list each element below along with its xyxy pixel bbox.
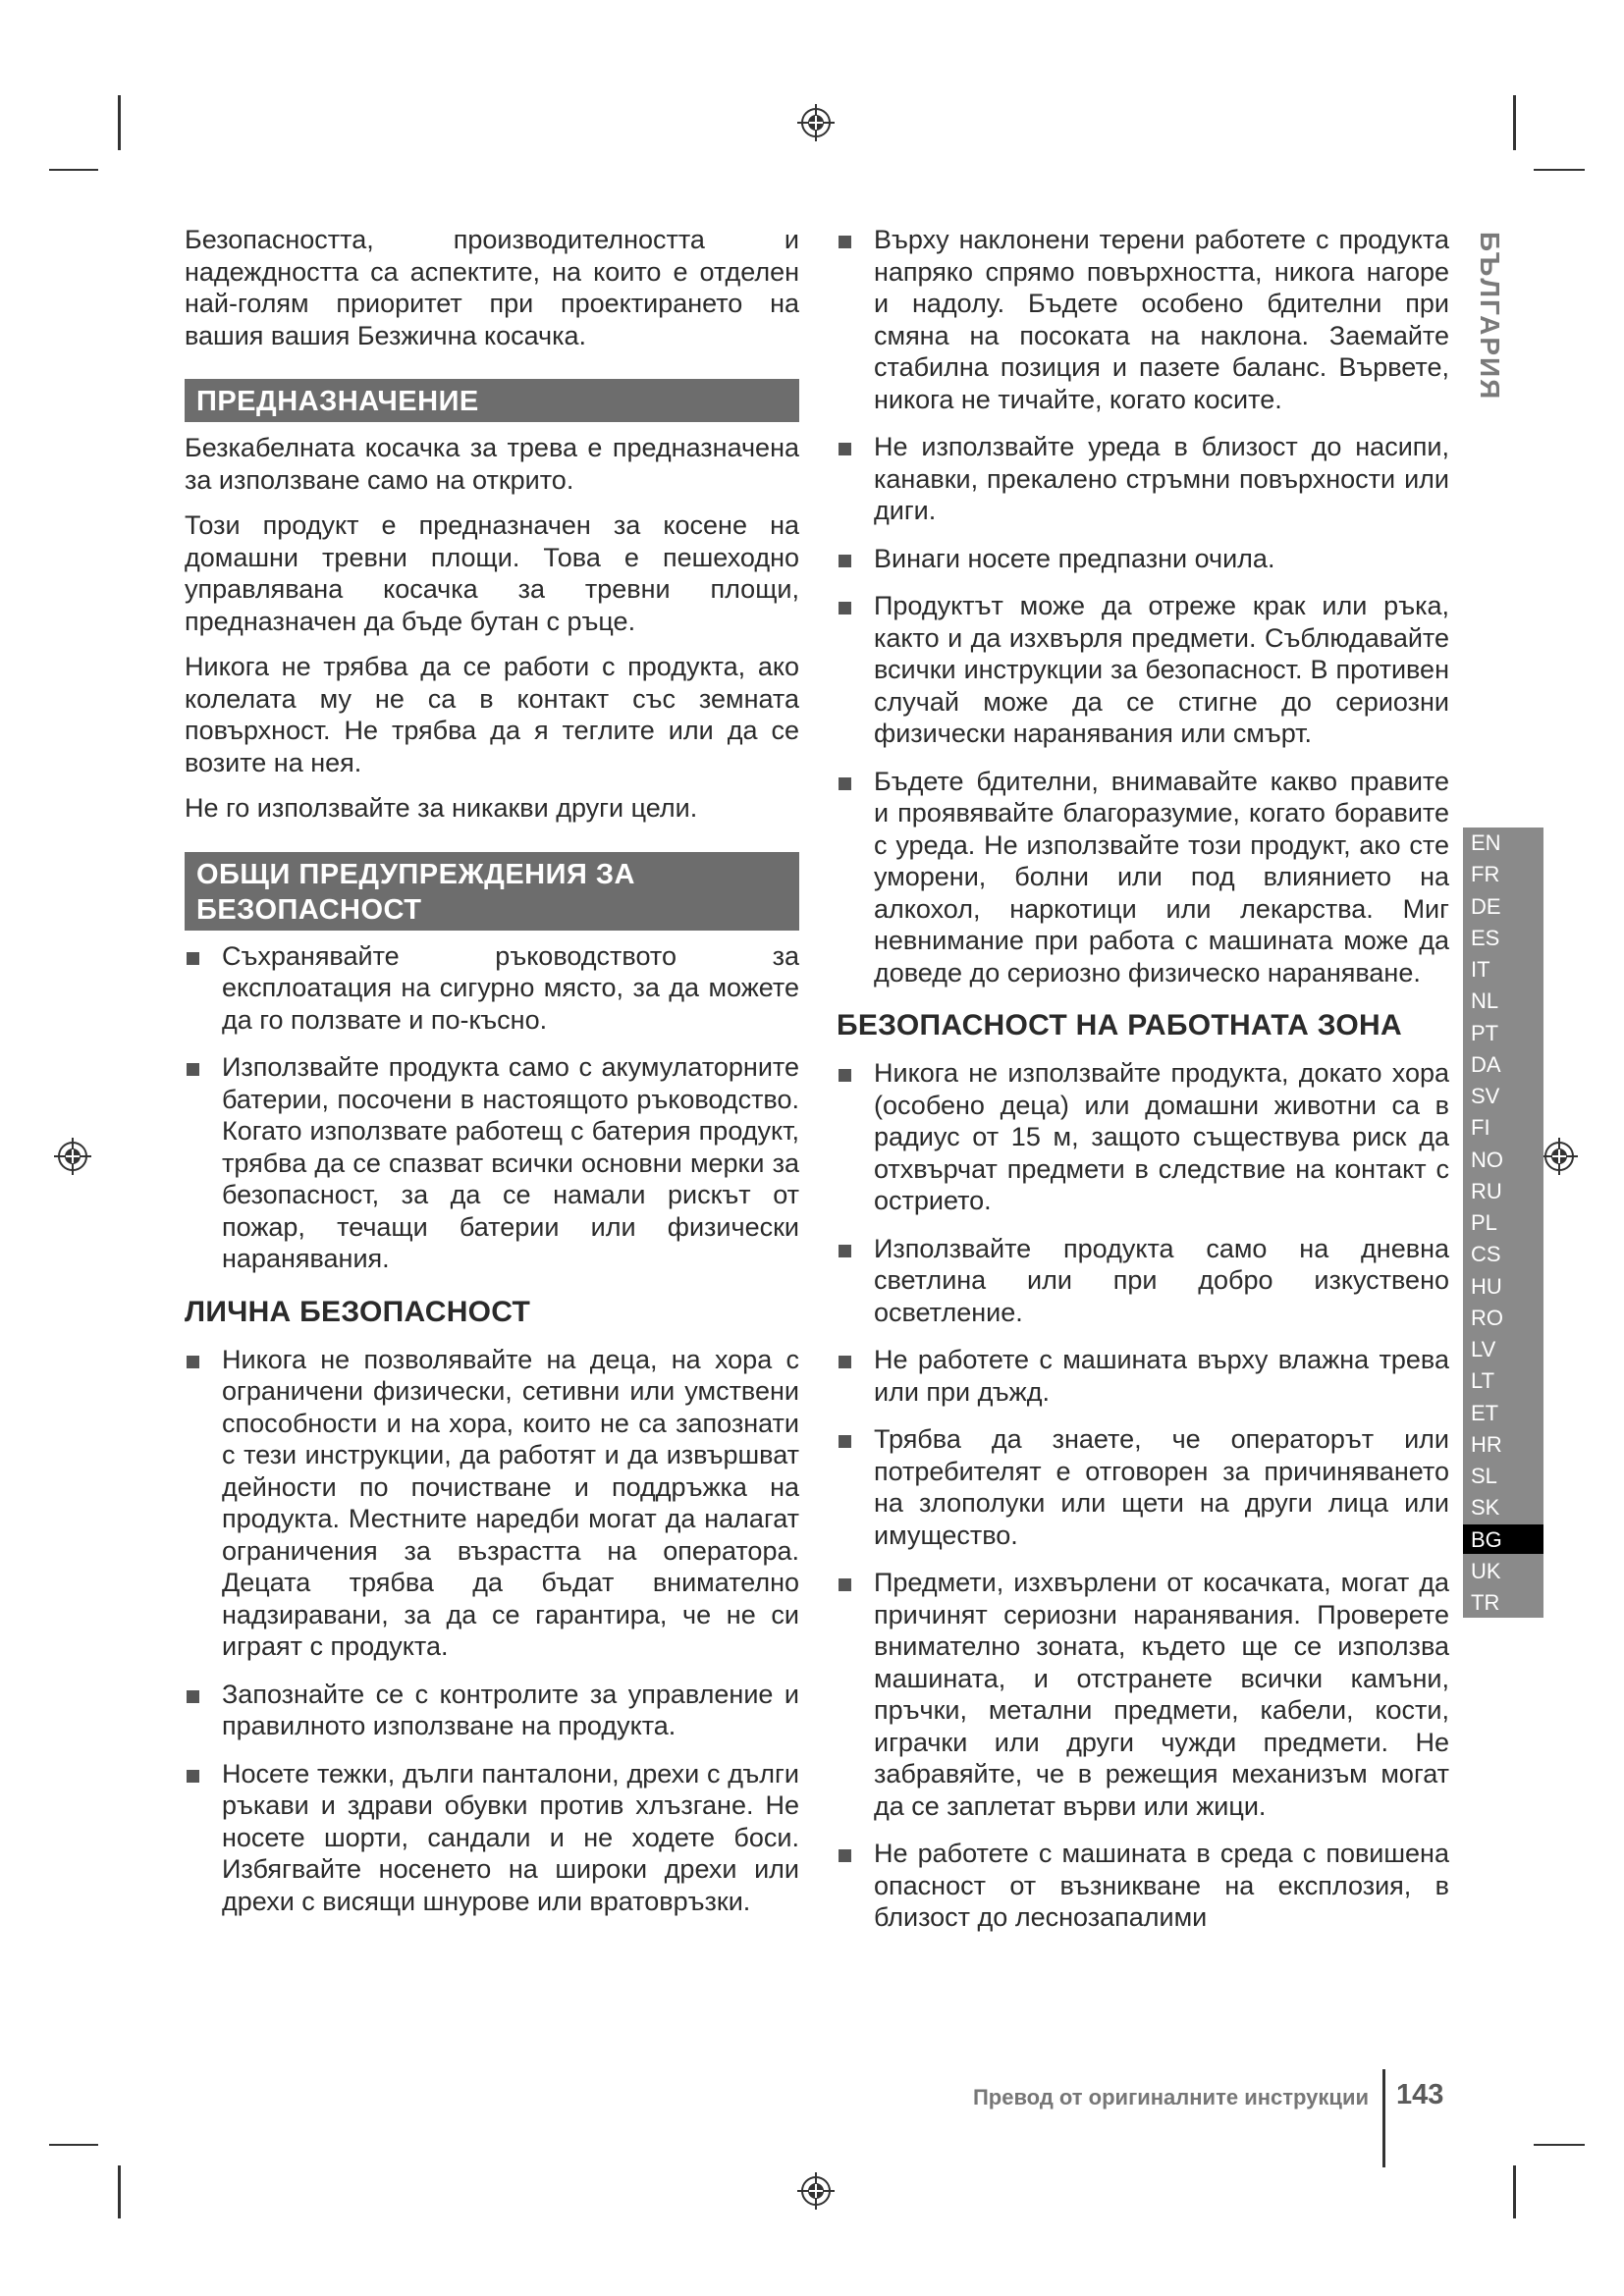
list-item: [837, 431, 1449, 527]
language-tab[interactable]: PT: [1471, 1020, 1499, 1045]
crop-mark: [118, 2165, 121, 2218]
list-item-text: Върху наклонени терени работете с продукта напряко спрямо повърхността, никога нагоре и надолу. Бъдете особено бдителни при смяна на посоката на наклона. Заемайте стабилна позиция и пазете баланс. Вървете, никога не тичайте, когато косите.: [874, 225, 1449, 414]
bullet-square-icon: [839, 1578, 851, 1591]
list-item-text: Никога не позволявайте на деца, на хора с ограничени физически, сетивни или умствени способности и на хора, които не са запознати с тези инструкции, да работят и да извършват дейности по почистване и поддръжка на продукта. Местните наредби могат да налагат ограничения за възрастта на оператора. Децата трябва да бъдат внимателно надзиравани, за да се гарантира, че не си играят с продукта.: [222, 1344, 799, 1661]
footer-text: Превод от оригиналните инструкции: [972, 2085, 1369, 2109]
list-item-text: Използвайте продукта само с акумулаторните батерии, посочени в настоящото ръководство. Когато използвате работещ с батерия продукт, трябва да се спазват всички основни мерки за безопасност, за да се намали рискът от пожар, течащи батерии или физически наранявания.: [222, 1052, 799, 1273]
language-tab[interactable]: PL: [1471, 1210, 1497, 1235]
bullet-square-icon: [187, 952, 199, 965]
list-item: [185, 940, 799, 1037]
intro-paragraph: Безопасността, производителността и надеждността са аспектите, на които е отделен най-голям приоритет при проектирането на вашия вашия Безжична косачка.: [185, 225, 799, 350]
language-tab[interactable]: SK: [1471, 1495, 1500, 1521]
footer-divider: [1382, 2069, 1385, 2167]
paragraph: Не го използвайте за никакви други цели.: [185, 793, 698, 823]
list-item-text: Не използвайте уреда в близост до насипи, канавки, прекалено стръмни повърхности или диги.: [874, 432, 1449, 525]
language-tab[interactable]: HU: [1471, 1273, 1502, 1299]
bullet-square-icon: [839, 443, 851, 455]
language-tab[interactable]: RU: [1471, 1178, 1502, 1203]
language-tab[interactable]: FR: [1471, 862, 1500, 887]
language-tab[interactable]: CS: [1471, 1242, 1501, 1267]
paragraph: Никога не трябва да се работи с продукта, ако колелата му не са в контакт със земната повърхност. Не трябва да я теглите или да се возите на нея.: [185, 652, 799, 777]
list-item: [837, 1344, 1449, 1408]
language-tab[interactable]: EN: [1471, 830, 1501, 855]
paragraph: Този продукт е предназначен за косене на домашни тревни площи. Това е пешеходно управлявана косачка за тревни площи, предназначен да бъде бутан с ръце.: [185, 510, 799, 636]
crop-mark: [118, 95, 121, 150]
section-title-line: БЕЗОПАСНОСТ: [196, 893, 422, 926]
list-item: [837, 1233, 1449, 1329]
list-item-text: Продуктът може да отреже крак или ръка, както и да изхвърля предмети. Съблюдавайте всички инструкции за безопасност. В противен случай може да се стигне до сериозни физически наранявания или смърт.: [874, 591, 1449, 748]
language-tab[interactable]: HR: [1471, 1431, 1502, 1457]
list-item: [837, 1838, 1449, 1934]
language-tab[interactable]: ES: [1471, 925, 1500, 950]
crop-mark: [1513, 95, 1516, 150]
language-tab[interactable]: FI: [1471, 1115, 1490, 1141]
bullet-square-icon: [839, 555, 851, 567]
side-label-text: БЪЛГАРИЯ: [1475, 232, 1505, 401]
crop-mark: [1534, 2144, 1585, 2146]
language-tab[interactable]: RO: [1471, 1305, 1503, 1330]
list-item: [837, 543, 1449, 575]
list-item-text: Предмети, изхвърлени от косачката, могат да причинят сериозни наранявания. Проверете внимателно зоната, където ще се използва машината, и отстранете всички камъни, пръчки, метални предмети, кабели, кости, играчки или други чужди предмети. Не забравяйте, че в режещия механизъм могат да се заплетат върви или жици.: [874, 1568, 1449, 1821]
list-item-text: Запознайте се с контролите за управление и правилното използване на продукта.: [222, 1679, 799, 1740]
crop-mark: [1513, 2165, 1516, 2218]
bullet-square-icon: [839, 236, 851, 248]
list-item-text: Бъдете бдителни, внимавайте какво правите и проявявайте благоразумие, когато боравите с уреда. Не използвайте този продукт, ако сте уморени, болни или под влиянието на алкохол, наркотици или лекарства. Миг невнимание при работа с машината може да доведе до сериозно физическо нараняване.: [874, 766, 1449, 988]
bullet-square-icon: [839, 602, 851, 614]
list-item-text: Използвайте продукта само на дневна светлина или при добро изкуствено осветление.: [874, 1233, 1449, 1327]
list-item: [837, 1423, 1449, 1551]
language-tab[interactable]: NO: [1471, 1147, 1503, 1172]
bullet-list: [837, 1057, 1449, 1934]
language-tab[interactable]: UK: [1471, 1558, 1501, 1583]
bullet-square-icon: [187, 1770, 199, 1783]
bullet-square-icon: [187, 1690, 199, 1703]
language-tabs: [1463, 828, 1543, 1618]
language-tab[interactable]: LT: [1471, 1368, 1495, 1394]
list-item-text: Трябва да знаете, че операторът или потребителят е отговорен за причиняването на злополуки или щети на други лица или имущество.: [874, 1424, 1449, 1550]
language-tab[interactable]: IT: [1471, 957, 1490, 982]
list-item: [185, 1758, 799, 1918]
language-tab[interactable]: NL: [1471, 988, 1499, 1014]
left-column: [185, 224, 799, 1933]
language-tab[interactable]: BG: [1463, 1524, 1543, 1555]
list-item-text: Не работете с машината върху влажна трева или при дъжд.: [874, 1345, 1449, 1407]
language-tab[interactable]: DA: [1471, 1051, 1501, 1077]
crop-mark: [49, 2144, 98, 2146]
language-tab[interactable]: SL: [1471, 1464, 1497, 1488]
language-tab[interactable]: SV: [1471, 1084, 1500, 1108]
registration-mark-icon: [53, 1137, 92, 1176]
list-item-text: Съхранявайте ръководството за експлоатация на сигурно място, за да можете да го ползвате и по-късно.: [222, 940, 799, 1035]
language-tab[interactable]: TR: [1471, 1590, 1500, 1615]
paragraph: Безкабелната косачка за трева е предназначена за използване само на открито.: [185, 433, 799, 495]
list-item-text: Винаги носете предпазни очила.: [874, 543, 1275, 573]
list-item-text: Не работете с машината в среда с повишена опасност от възникване на експлозия, в близост до леснозапалими: [874, 1839, 1449, 1932]
section-title-general-warnings: [185, 852, 799, 931]
list-item: [837, 766, 1449, 989]
bullet-list: [837, 224, 1449, 988]
crop-mark: [49, 169, 98, 171]
bullet-square-icon: [839, 777, 851, 790]
list-item: [837, 1567, 1449, 1822]
crop-mark: [1534, 169, 1585, 171]
list-item: [837, 590, 1449, 750]
page-number: 143: [1396, 2079, 1444, 2110]
list-item: [185, 1051, 799, 1275]
bullet-square-icon: [839, 1245, 851, 1257]
list-item: [185, 1344, 799, 1663]
bullet-square-icon: [839, 1849, 851, 1862]
list-item: [837, 224, 1449, 415]
bullet-square-icon: [187, 1356, 199, 1368]
registration-mark-icon: [1540, 1137, 1579, 1176]
list-item: [185, 1679, 799, 1742]
section-title-purpose: ПРЕДНАЗНАЧЕНИЕ: [185, 379, 799, 422]
section-title-work-area: БЕЗОПАСНОСТ НА РАБОТНАТА ЗОНА: [837, 1009, 1402, 1041]
section-title-line: ОБЩИ ПРЕДУПРЕЖДЕНИЯ ЗА: [196, 858, 635, 890]
bullet-square-icon: [839, 1435, 851, 1448]
right-column: [837, 224, 1449, 1949]
registration-mark-icon: [796, 2171, 836, 2211]
list-item: [837, 1057, 1449, 1217]
language-tab[interactable]: DE: [1471, 893, 1501, 919]
language-tab[interactable]: LV: [1471, 1337, 1496, 1362]
list-item-text: Никога не използвайте продукта, докато хора (особено деца) или домашни животни са в радиус от 15 м, защото съществува риск да отхвърчат предмети в следствие на контакт с острието.: [874, 1058, 1449, 1215]
section-title-personal-safety: ЛИЧНА БЕЗОПАСНОСТ: [185, 1295, 531, 1328]
language-side-label: [1469, 232, 1508, 399]
bullet-square-icon: [187, 1063, 199, 1076]
language-tab[interactable]: ET: [1471, 1400, 1499, 1425]
bullet-list: [185, 1344, 799, 1918]
bullet-square-icon: [839, 1069, 851, 1082]
bullet-square-icon: [839, 1356, 851, 1368]
registration-mark-icon: [796, 103, 836, 142]
list-item-text: Носете тежки, дълги панталони, дрехи с дълги ръкави и здрави обувки против хлъзгане. Не носете шорти, сандали и не ходете боси. Избягвайте носенето на широки дрехи или дрехи с висящи шнурове или вратовръзки.: [222, 1758, 799, 1916]
bullet-list: [185, 940, 799, 1275]
